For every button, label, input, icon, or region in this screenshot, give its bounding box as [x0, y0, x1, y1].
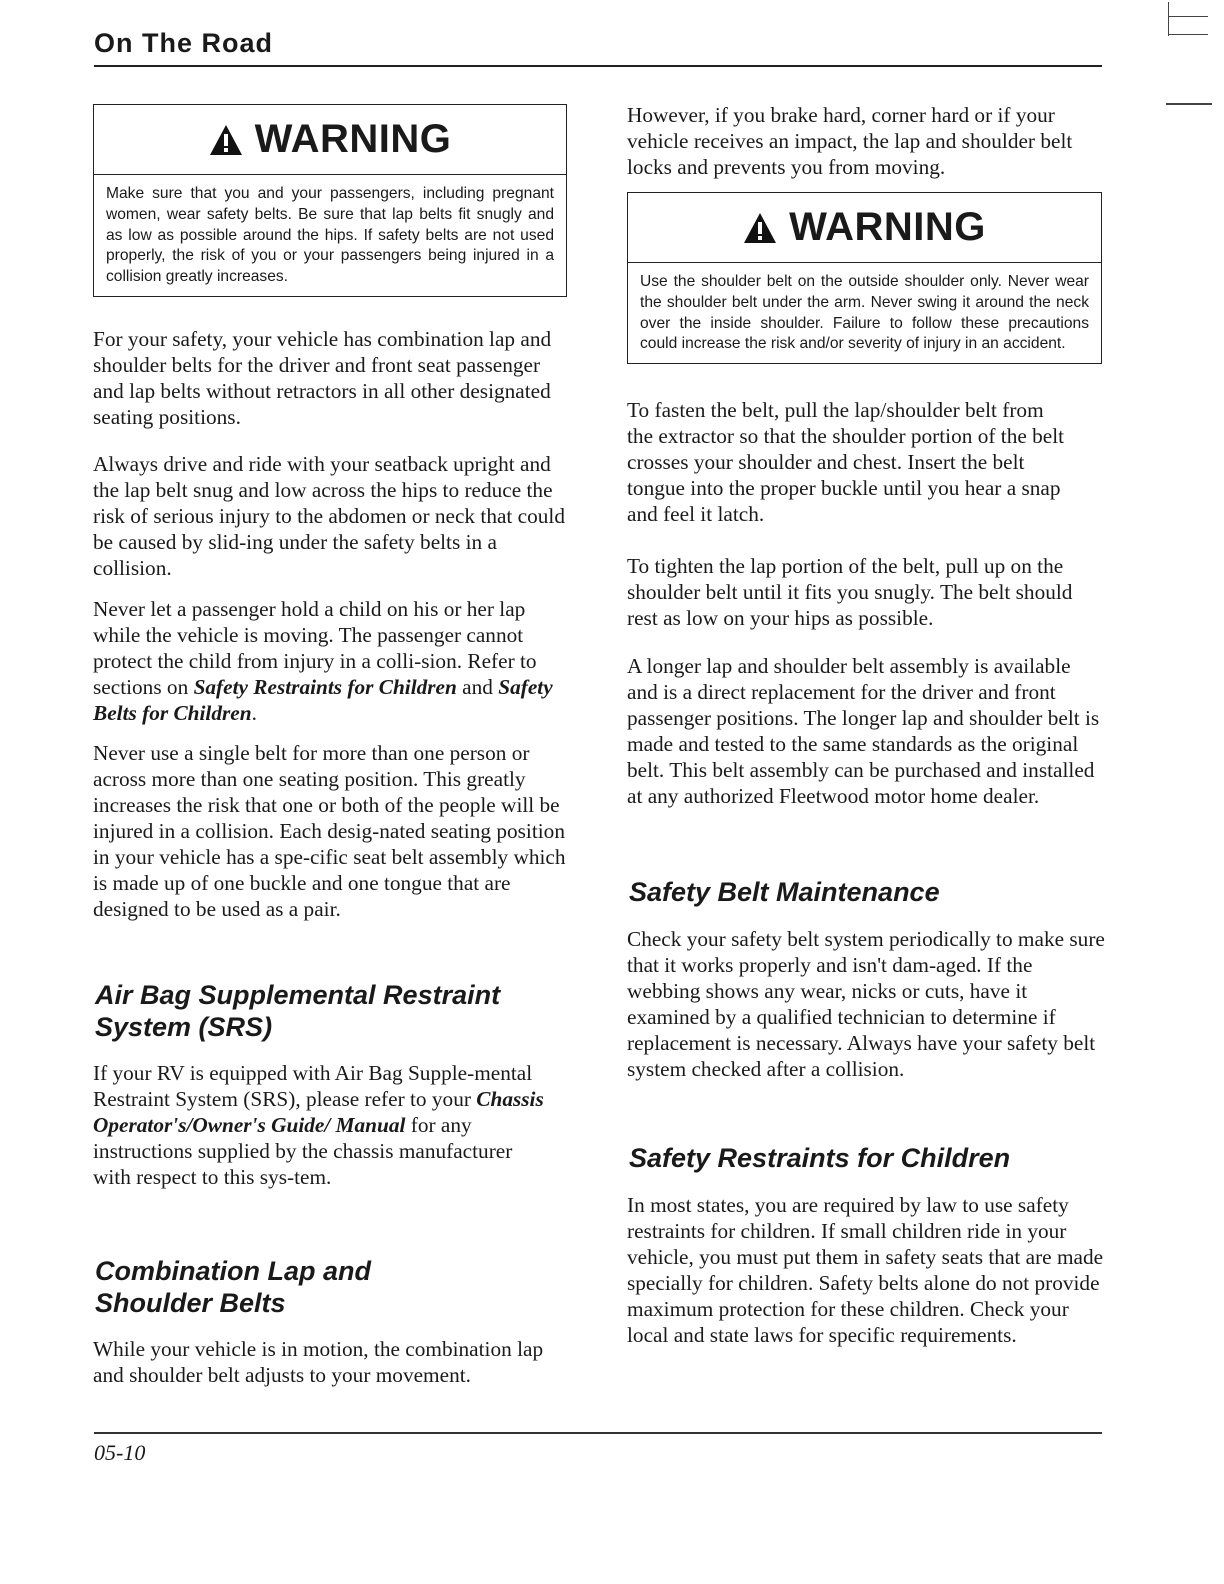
page-number: 05-10	[94, 1440, 146, 1465]
warning-title: WARNING	[789, 205, 986, 249]
section-heading: Air Bag Supplemental Restraint System (SRS)	[95, 980, 501, 1042]
corner-mark	[1168, 2, 1169, 36]
paragraph-text: for any instructions supplied by the chassis manufacturer with respect to this sys-tem.	[93, 1113, 513, 1189]
footer-rule	[94, 1432, 1102, 1434]
paragraph: For your safety, your vehicle has combination lap and shoulder belts for the driver and front seat passenger and lap belts without retractors in all other designated seating positions.	[93, 327, 552, 429]
section-heading: Safety Restraints for Children	[629, 1143, 1011, 1173]
paragraph: In most states, you are required by law to use safety restraints for children. If small children ride in your vehicle, you must put them in safety seats that are made specially for children. Safety belts alone do not provide maximum protection for these children. Check your local and state laws for specific requirements.	[627, 1193, 1104, 1347]
paragraph: Never use a single belt for more than one person or across more than one seating position. This greatly increases the risk that one or both of the people will be injured in a collision. Each desig-nated seating position in your vehicle has a spe-cific seat belt assembly which is made up of one buckle and one tongue that are designed to be used as a pair.	[93, 741, 566, 921]
warning-box-left	[93, 104, 567, 297]
cross-reference: Chassis Operator's/Owner's Guide/ Manual	[93, 1087, 544, 1137]
paragraph: However, if you brake hard, corner hard or if your vehicle receives an impact, the lap and shoulder belt locks and prevents you from moving.	[627, 103, 1073, 179]
paragraph-text: and	[456, 675, 499, 699]
paragraph: To tighten the lap portion of the belt, pull up on the shoulder belt until it fits you snugly. The belt should rest as low on your hips as possible.	[627, 554, 1073, 630]
warning-title: WARNING	[254, 117, 452, 161]
paragraph: A longer lap and shoulder belt assembly is available and is a direct replacement for the driver and front passenger positions. The longer lap and shoulder belt is made and tested to the same standards as the original belt. This belt assembly can be purchased and installed at any authorized Fleetwood motor home dealer.	[627, 654, 1100, 808]
paragraph-text: Never let a passenger hold a child on his or her lap while the vehicle is moving. The passenger cannot protect the child from injury in a colli-sion. Refer to sections on	[93, 597, 537, 699]
paragraph: Check your safety belt system periodically to make sure that it works properly and isn't dam-aged. If the webbing shows any wear, nicks or cuts, have it examined by a qualified technician to determine if replacement is necessary. Always have your safety belt system checked after a collision.	[627, 927, 1105, 1081]
paragraph	[93, 1060, 555, 1190]
corner-mark	[1168, 16, 1208, 17]
warning-text: Use the shoulder belt on the outside shoulder only. Never wear the shoulder belt under the arm. Never swing it around the neck over the inside shoulder. Failure to follow these precautions could increase the risk and/or severity of injury in an accident.	[640, 273, 1089, 353]
paragraph	[93, 596, 567, 726]
warning-triangle-icon	[209, 123, 243, 157]
paragraph: Always drive and ride with your seatback upright and the lap belt snug and low across the hips to reduce the risk of serious injury to the abdomen or neck that could be caused by slid-ing under the safety belts in a collision.	[93, 452, 565, 580]
section-heading: Combination Lap and Shoulder Belts	[95, 1256, 371, 1318]
warning-text: Make sure that you and your passengers, including pregnant women, wear safety belts. Be sure that lap belts fit snugly and as low as possible around the hips. If safety belts are not used properly, the risk of you or your passengers being injured in a collision greatly increases.	[106, 185, 554, 286]
corner-mark	[1168, 34, 1208, 35]
warning-header	[628, 193, 1101, 263]
cross-reference: Safety Restraints for Children	[193, 675, 457, 699]
cross-reference: Safety Belts for Children	[93, 675, 553, 725]
paragraph: While your vehicle is in motion, the combination lap and shoulder belt adjusts to your movement.	[93, 1337, 544, 1387]
paragraph: To fasten the belt, pull the lap/shoulder belt from the extractor so that the shoulder portion of the belt crosses your shoulder and chest. Insert the belt tongue into the proper buckle until you hear a snap and feel it latch.	[627, 398, 1065, 526]
warning-triangle-icon	[743, 211, 777, 245]
header-rule	[94, 65, 1102, 67]
corner-mark	[1166, 103, 1212, 105]
page-header-title: On The Road	[94, 28, 273, 58]
warning-box-right	[627, 192, 1102, 364]
section-heading: Safety Belt Maintenance	[629, 877, 940, 907]
paragraph-text: .	[251, 701, 257, 725]
paragraph-text: If your RV is equipped with Air Bag Supple-mental Restraint System (SRS), please refer to your	[93, 1061, 533, 1111]
warning-header	[94, 105, 566, 175]
